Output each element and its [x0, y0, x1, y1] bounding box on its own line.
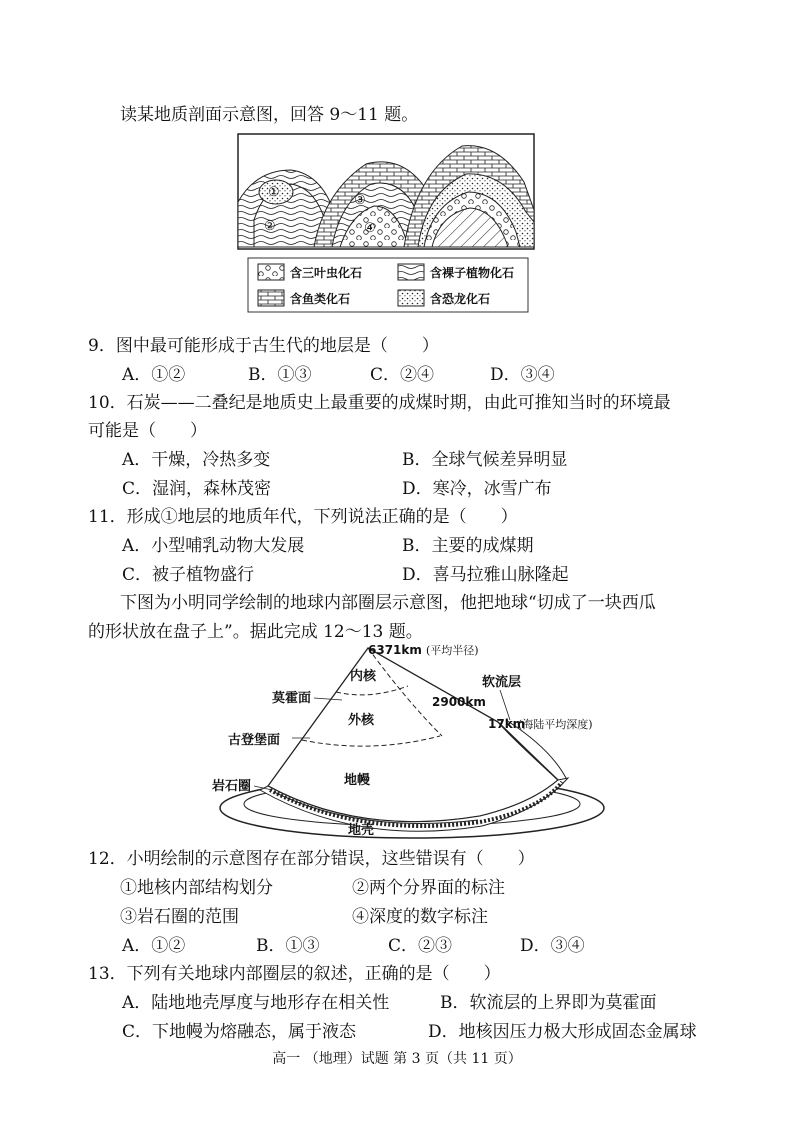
q9-option-d: D．③④ — [490, 365, 555, 385]
q10-option-a: A．干燥，冷热多变 — [122, 450, 271, 470]
legend-trilobite: 含三叶虫化石 — [290, 266, 363, 280]
layer-3-label: ③ — [354, 193, 366, 208]
q11-option-b: B．主要的成煤期 — [402, 536, 534, 556]
outer-core-label: 外核 — [348, 713, 375, 728]
intro2-line2: 的形状放在盘子上”。据此完成 12～13 题。 — [88, 622, 423, 642]
legend-dinosaur: 含恐龙化石 — [430, 292, 491, 306]
gutenberg-label: 古登堡面 — [228, 733, 281, 748]
page-footer: 高一 （地理）试题 第 3 页（共 11 页） — [272, 1051, 522, 1067]
q9-option-b: B．①③ — [248, 365, 312, 385]
radius-label: 6371km — [368, 643, 422, 657]
earth-interior-figure — [210, 640, 630, 842]
asthenosphere-label: 软流层 — [482, 675, 522, 690]
q12-stem: 12．小明绘制的示意图存在部分错误，这些错误有（ ） — [88, 849, 535, 869]
lithosphere-label: 岩石圈 — [212, 779, 252, 794]
q10-option-d: D．寒冷，冰雪广布 — [402, 479, 552, 499]
q11-option-d: D．喜马拉雅山脉隆起 — [402, 565, 569, 585]
q9-stem: 9．图中最可能形成于古生代的地层是（ ） — [88, 336, 439, 356]
q12-item-3: ③岩石圈的范围 — [120, 907, 239, 927]
layer-2-label: ② — [264, 219, 276, 234]
q11-option-c: C．被子植物盛行 — [122, 565, 255, 585]
mantle-label: 地幔 — [344, 773, 371, 788]
q10-stem-line1: 10．石炭——二叠纪是地质史上最重要的成煤时期，由此可推知当时的环境最 — [88, 393, 671, 413]
legend-gymnosperm: 含裸子植物化石 — [430, 266, 515, 280]
inner-core-label: 内核 — [350, 669, 377, 684]
q11-stem: 11．形成①地层的地质年代，下列说法正确的是（ ） — [88, 507, 518, 527]
depth-17-label: 17km — [488, 717, 526, 731]
q13-option-b: B．软流层的上界即为莫霍面 — [440, 993, 657, 1013]
layer-1-label: ① — [268, 185, 280, 200]
q13-stem: 13．下列有关地球内部圈层的叙述，正确的是（ ） — [88, 964, 501, 984]
intro2-line1: 下图为小明同学绘制的地球内部圈层示意图，他把地球“切成了一块西瓜 — [120, 593, 656, 613]
layer-4-label: ④ — [364, 221, 376, 236]
q13-option-d: D．地核因压力极大形成固态金属球 — [428, 1022, 697, 1042]
q12-item-2: ②两个分界面的标注 — [352, 878, 505, 898]
q12-option-d: D．③④ — [520, 936, 585, 956]
geologic-section-figure — [236, 132, 540, 318]
q12-item-1: ①地核内部结构划分 — [120, 878, 273, 898]
q11-option-a: A．小型哺乳动物大发展 — [122, 536, 305, 556]
depth-2900-label: 2900km — [432, 695, 486, 709]
moho-label: 莫霍面 — [272, 691, 312, 706]
q9-option-c: C．②④ — [370, 365, 435, 385]
crust-label: 地壳 — [348, 823, 375, 838]
q10-option-c: C．湿润，森林茂密 — [122, 479, 272, 499]
intro-text: 读某地质剖面示意图，回答 9～11 题。 — [120, 105, 419, 125]
q12-item-4: ④深度的数字标注 — [352, 907, 488, 927]
depth-17-note: (海陆平均深度) — [518, 718, 593, 731]
q10-option-b: B．全球气候差异明显 — [402, 450, 568, 470]
q9-option-a: A．①② — [122, 365, 186, 385]
q12-option-c: C．②③ — [388, 936, 453, 956]
radius-note: (平均半径) — [426, 644, 479, 657]
q12-option-a: A．①② — [122, 936, 186, 956]
q12-option-b: B．①③ — [256, 936, 320, 956]
q13-option-c: C．下地幔为熔融态，属于液态 — [122, 1022, 357, 1042]
q10-stem-line2: 可能是（ ） — [88, 421, 207, 441]
q13-option-a: A．陆地地壳厚度与地形存在相关性 — [122, 993, 390, 1013]
legend-fish: 含鱼类化石 — [290, 292, 351, 306]
